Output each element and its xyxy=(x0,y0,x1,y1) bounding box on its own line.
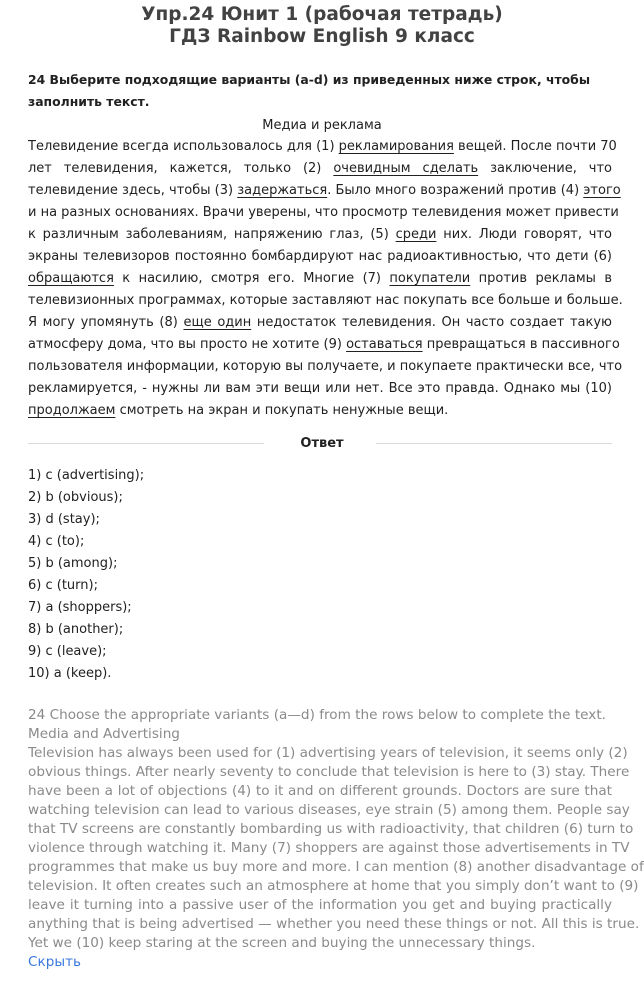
task-instruction-line-2: заполнить текст. xyxy=(28,94,150,109)
text-segment: против рекламы в xyxy=(470,271,612,286)
text-segment: рекламируется, - нужны ли вам эти вещи или нет. Все это правда. Однако мы (10) xyxy=(28,381,612,396)
underlined-answer: продолжаем xyxy=(28,403,116,418)
translation-line: violence through watching it. Many (7) shoppers are against those advertisements in TV xyxy=(28,840,630,856)
ru-text-line xyxy=(28,226,612,244)
text-segment: них. Люди говорят, что xyxy=(436,227,613,242)
answer-item: 1) c (advertising); xyxy=(28,468,145,483)
translation-task-line: 24 Choose the appropriate variants (a—d) from the rows below to complete the text. xyxy=(28,707,606,723)
underlined-answer: еще один xyxy=(183,315,252,330)
text-segment: Я могу упомянуть (8) xyxy=(28,315,184,330)
translation-line: television. It often creates such an atmosphere at home that you simply don’t want to (9) xyxy=(28,878,639,894)
text-segment: телевизионных программах, которые заставляют нас покупать все больше и больше. xyxy=(28,293,623,308)
translation-line: anything that is being advertised — whether you need these things or not. All this is true. xyxy=(28,916,640,932)
text-segment: атмосферу дома, что вы просто не хотите (9) xyxy=(28,337,347,352)
answer-item: 5) b (among); xyxy=(28,556,118,571)
text-segment: недостаток телевидения. Он часто создает такую xyxy=(251,315,612,330)
answer-item: 8) b (another); xyxy=(28,622,124,637)
ru-text-line xyxy=(28,314,612,332)
page-title-line-2: ГДЗ Rainbow English 9 класс xyxy=(169,26,475,47)
answer-heading: Ответ xyxy=(300,436,344,451)
underlined-answer: задержаться xyxy=(237,183,328,198)
hide-link[interactable]: Скрыть xyxy=(28,954,81,970)
translation-line: Yet we (10) keep staring at the screen and buying the unnecessary things. xyxy=(28,935,536,951)
text-segment: вещей. После почти 70 xyxy=(453,139,617,154)
text-segment: лет телевидения, кажется, только (2) xyxy=(28,161,334,176)
ru-text-line xyxy=(28,402,612,420)
underlined-answer: оставаться xyxy=(346,337,423,352)
text-segment: экраны телевизоров постоянно бомбардируют нас радиоактивностью, что дети (6) xyxy=(28,249,612,264)
text-segment: и на разных основаниях. Врачи уверены, что просмотр телевидения может привести xyxy=(28,205,619,220)
translation-line: watching television can lead to various diseases, eye strain (5) among them. People say xyxy=(28,802,630,818)
ru-text-line xyxy=(28,292,623,310)
answer-item: 4) c (to); xyxy=(28,534,85,549)
ru-text-line xyxy=(28,182,621,200)
text-segment: Телевидение всегда использовалось для (1) xyxy=(28,139,339,154)
text-segment: к различным заболеваниям, напряжению глаз, (5) xyxy=(28,227,396,242)
translation-line: programmes that make us buy more and more. I can mention (8) another disadvantage of xyxy=(28,859,644,875)
text-segment: заключение, что xyxy=(478,161,612,176)
text-segment: смотреть на экран и покупать ненужные вещи. xyxy=(115,403,449,418)
page-title-line-1: Упр.24 Юнит 1 (рабочая тетрадь) xyxy=(141,4,503,25)
translation-line: have been a lot of objections (4) to it and on different grounds. Doctors are sure that xyxy=(28,783,612,799)
answer-item: 10) a (keep). xyxy=(28,666,112,681)
underlined-answer: среди xyxy=(395,227,437,242)
translation-line: leave it turning into a passive user of the information you get and buying practically xyxy=(28,897,612,913)
underlined-answer: этого xyxy=(583,183,621,198)
ru-text-line xyxy=(28,336,620,354)
ru-text-line xyxy=(28,358,623,376)
translation-line: obvious things. After nearly seventy to conclude that television is here to (3) stay. There xyxy=(28,764,630,780)
underlined-answer: рекламирования xyxy=(338,139,454,154)
task-instruction-line-1: 24 Выберите подходящие варианты (a-d) из приведенных ниже строк, чтобы xyxy=(28,72,591,87)
answer-divider-right xyxy=(376,443,612,444)
ru-text-line xyxy=(28,204,619,222)
answer-item: 6) c (turn); xyxy=(28,578,98,593)
text-segment: превращаться в пассивного xyxy=(422,337,620,352)
translation-line: Television has always been used for (1) advertising years of television, it seems only (2) xyxy=(28,745,628,761)
answer-item: 3) d (stay); xyxy=(28,512,100,527)
translation-line: that TV screens are constantly bombarding us with radioactivity, that children (6) turn to xyxy=(28,821,634,837)
text-segment: . Было много возражений против (4) xyxy=(327,183,584,198)
ru-text-line xyxy=(28,138,617,156)
underlined-answer: обращаются xyxy=(28,271,114,286)
ru-text-heading: Медиа и реклама xyxy=(262,118,382,133)
ru-text-line xyxy=(28,160,612,178)
answer-item: 2) b (obvious); xyxy=(28,490,123,505)
text-segment: телевидение здесь, чтобы (3) xyxy=(28,183,238,198)
underlined-answer: очевидным сделать xyxy=(333,161,479,176)
text-segment: к насилию, смотря его. Многие (7) xyxy=(113,271,390,286)
answer-item: 7) a (shoppers); xyxy=(28,600,132,615)
underlined-answer: покупатели xyxy=(389,271,471,286)
text-segment: пользователя информации, которую вы получаете, и покупаете практически все, что xyxy=(28,359,623,374)
translation-heading: Media and Advertising xyxy=(28,726,180,742)
ru-text-line xyxy=(28,270,612,288)
answer-item: 9) c (leave); xyxy=(28,644,107,659)
ru-text-line xyxy=(28,380,612,398)
ru-text-line xyxy=(28,248,612,266)
